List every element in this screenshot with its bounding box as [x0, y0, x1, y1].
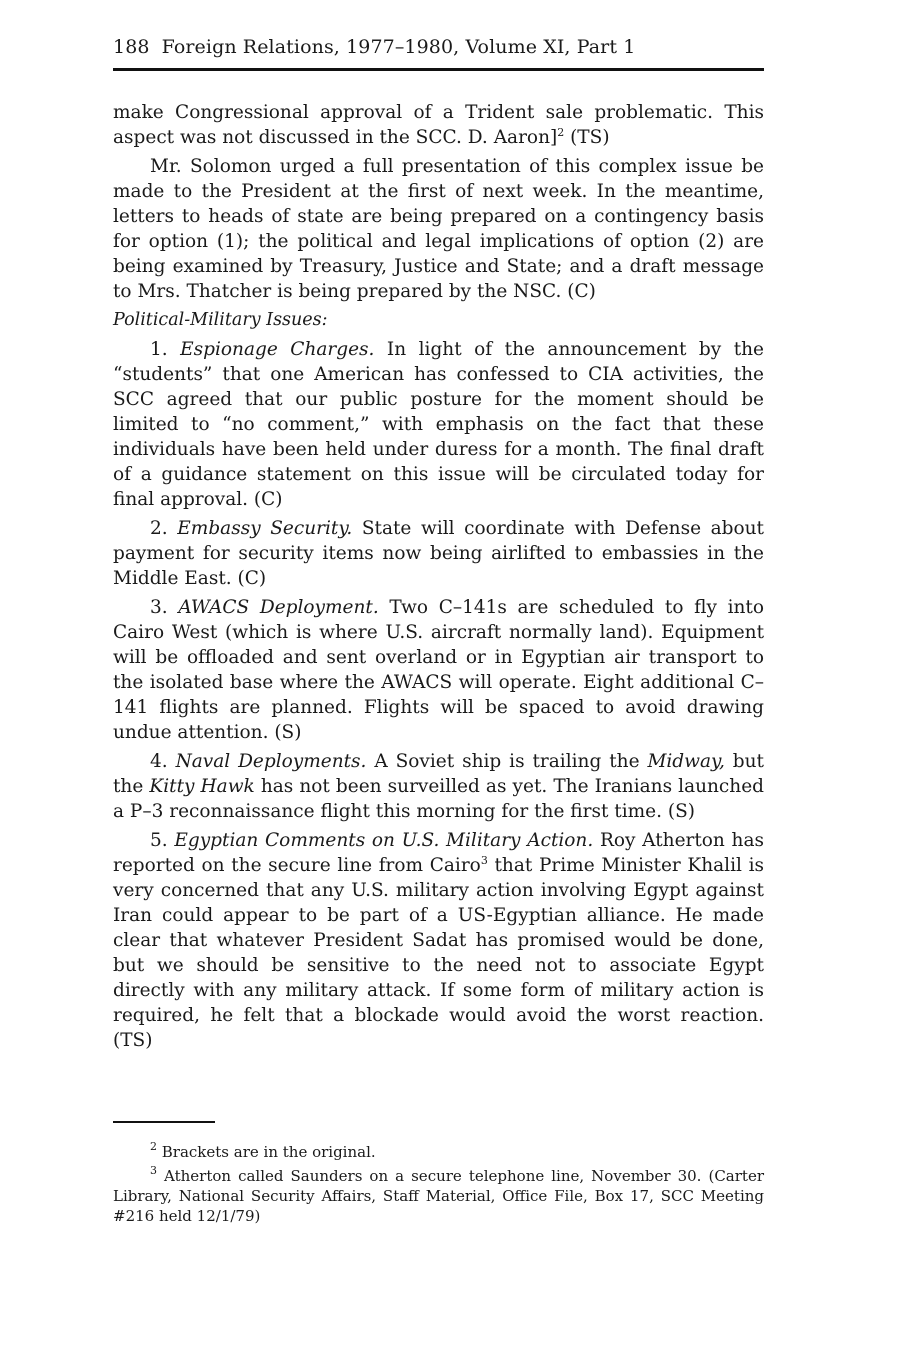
item-awacs: 3. AWACS Deployment. Two C–141s are scheduled to fly into Cairo West (which is where U.S. aircraft normally land). Equipment will be offloaded and sent overland or in Egyptian air transport to the isolated base where the AWACS will operate. Eight additional C–141 flights are planned. Flights will be spaced to avoid drawing undue attention. (S) — [113, 597, 764, 743]
header-rule — [113, 68, 764, 71]
item-title: Espionage Charges. — [180, 339, 375, 360]
footnote-ref-2: 2 — [557, 126, 565, 139]
item-title: Naval Deployments. — [175, 751, 367, 772]
main-text — [113, 100, 764, 1057]
item-naval: 4. Naval Deployments. A Soviet ship is trailing the Midway, but the Kitty Hawk has not been surveilled as yet. The Iranians launched a P–3 reconnaissance flight this morning for the first time. (S) — [113, 751, 764, 822]
page-number: 188 — [113, 36, 150, 58]
item-title: Embassy Security. — [177, 518, 353, 539]
footnote-rule — [113, 1121, 215, 1123]
footnote-ref-3: 3 — [480, 854, 488, 867]
ship-name: Midway, — [647, 751, 725, 772]
item-title: AWACS Deployment. — [178, 597, 379, 618]
item-embassy-security: 2. Embassy Security. State will coordinate with Defense about payment for security items now being airlifted to embassies in the Middle East. (C) — [113, 518, 764, 589]
paragraph-solomon: Mr. Solomon urged a full presentation of this complex issue be made to the President at the first of next week. In the meantime, letters to heads of state are being prepared on a contingency basis for option (1); the political and legal implications of option (2) are being examined by Treasury, Justice and State; and a draft message to Mrs. Thatcher is being prepared by the NSC. (C) — [113, 156, 764, 302]
item-title: Egyptian Comments on U.S. Military Action. — [174, 830, 594, 851]
running-title: Foreign Relations, 1977–1980, Volume XI, Part 1 — [161, 36, 636, 58]
footnote-3: $^3$ Atherton called Saunders on a secure telephone line, November 30. (Carter Library, National Security Affairs, Staff Material, Office File, Box 17, SCC Meeting #216 held 12/1/79) — [113, 1164, 764, 1225]
running-header — [113, 36, 764, 68]
paragraph-continuation: make Congressional approval of a Trident sale problematic. This aspect was not discussed in the SCC. D. Aaron]$^2$ (TS) — [113, 102, 764, 148]
item-egyptian-comments: 5. Egyptian Comments on U.S. Military Action. Roy Atherton has reported on the secure line from Cairo$^3$ that Prime Minister Khalil is very concerned that any U.S. military action involving Egypt against Iran could appear to be part of a US-Egyptian alliance. He made clear that whatever President Sadat has promised would be done, but we should be sensitive to the need not to associate Egypt directly with any military attack. If some form of military action is required, he felt that a blockade would avoid the worst reaction. (TS) — [113, 830, 764, 1051]
item-espionage: 1. Espionage Charges. In light of the announcement by the “students” that one American has confessed to CIA activities, the SCC agreed that our public posture for the moment should be limited to “no comment,” with emphasis on the fact that these individuals have been held under duress for a month. The final draft of a guidance statement on this issue will be circulated today for final approval. (C) — [113, 339, 764, 510]
ship-name: Kitty Hawk — [149, 776, 255, 797]
section-heading: Political-Military Issues: — [113, 310, 328, 330]
footnote-2: $^2$ Brackets are in the original. — [150, 1140, 376, 1161]
footnotes — [113, 1142, 764, 1230]
